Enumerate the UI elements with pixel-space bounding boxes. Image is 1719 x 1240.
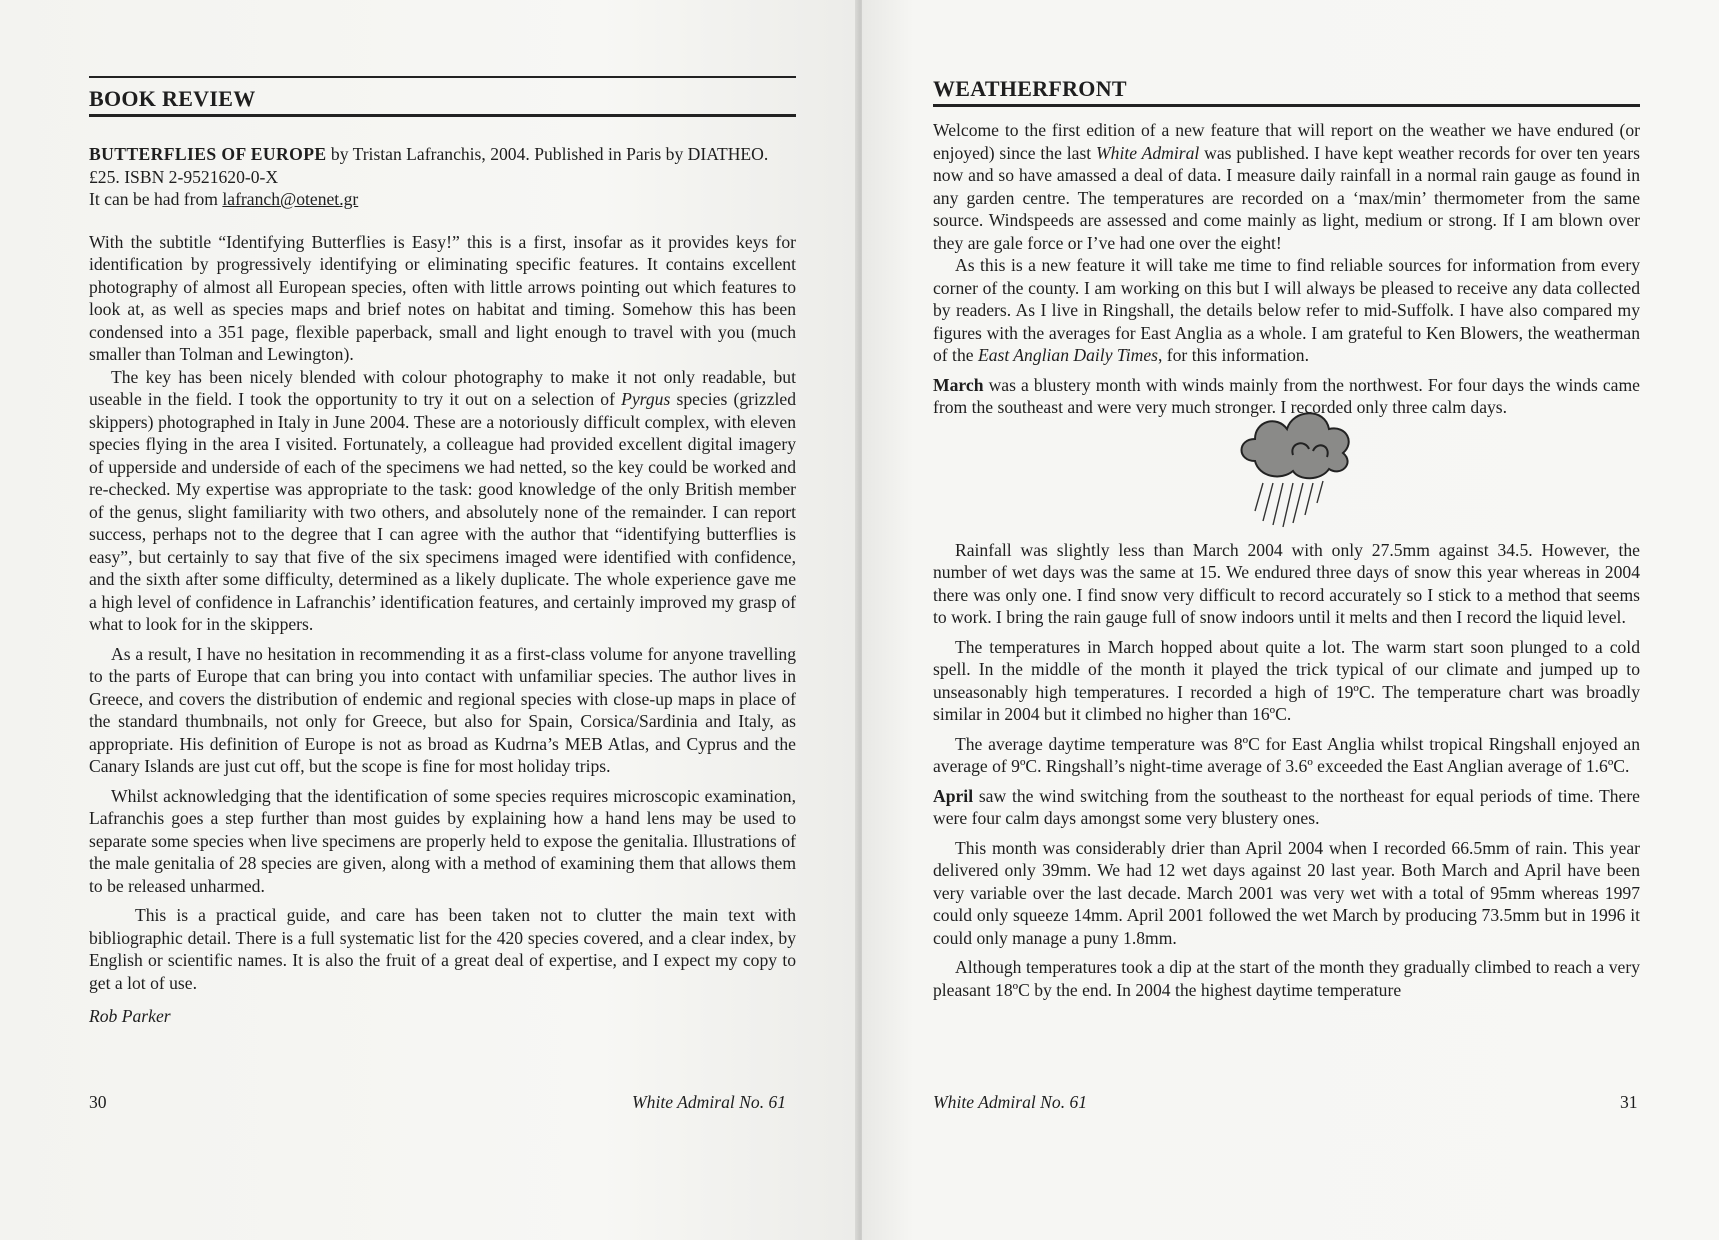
right-page bbox=[862, 0, 1719, 1240]
availability-text: It can be had from bbox=[89, 189, 223, 209]
book-review-column bbox=[89, 76, 796, 1027]
book-details: by Tristan Lafranchis, 2004. Published in Paris by DIATHEO. £25. ISBN 2-9521620-0-X bbox=[89, 144, 769, 187]
section-title-book-review: BOOK REVIEW bbox=[89, 78, 796, 117]
page-number-right: 31 bbox=[1620, 1092, 1638, 1112]
average-temperature-paragraph: The average daytime temperature was 8ºC for East Anglia whilst tropical Ringshall enjoyed an average of 9ºC. Ringshall’s night-time average of 3.6º exceeded the East Anglian average of 1.6ºC. bbox=[933, 733, 1640, 776]
rain-cloud-icon bbox=[1233, 403, 1358, 533]
email-link[interactable]: lafranch@otenet.gr bbox=[222, 189, 359, 209]
book-title: BUTTERFLIES OF EUROPE bbox=[89, 144, 327, 164]
review-paragraph-3: As a result, I have no hesitation in recommending it as a first-class volume for anyone travelling to the parts of Europe that can bring you into contact with unfamiliar species. The author lives in Greece, and covers the distribution of endemic and regional species with close-up maps in place of the standard thumbnails, not only for Greece, but also for Spain, Corsica/Sardinia and Italy, as appropriate. His definition of Europe is not as broad as Kudrna’s MEB Atlas, and Cyprus and the Canary Islands are just cut off, but the scope is fine for most holiday trips. bbox=[89, 643, 796, 776]
book-citation bbox=[89, 143, 796, 211]
weather-intro: Welcome to the first edition of a new feature that will report on the weather we have endured (or enjoyed) since the last White Admiral was published. I have kept weather records for over ten years now and so have amassed a deal of data. I measure daily rainfall in a normal rain gauge as found in any garden centre. The temperatures are recorded on a ‘max/min’ thermometer from the same source. Windspeeds are assessed and come mainly as light, medium or strong. If I am blown over they are gale force or I’ve had one over the eight! bbox=[933, 120, 1640, 253]
april-temperature-paragraph: Although temperatures took a dip at the start of the month they gradually climbed to reach a very pleasant 18ºC by the end. In 2004 the highest daytime temperature bbox=[933, 957, 1640, 1000]
review-paragraph-5: This is a practical guide, and care has been taken not to clutter the main text with bibliographic detail. There is a full systematic list for the 420 species covered, and a clear index, by English or scientific names. It is also the fruit of a great deal of expertise, and I expect my copy to get a lot of use. bbox=[89, 905, 796, 993]
white-admiral-title: White Admiral bbox=[1096, 142, 1200, 163]
april-label: April bbox=[933, 785, 974, 806]
section-title-weatherfront: WEATHERFRONT bbox=[933, 76, 1640, 107]
april-paragraph: April saw the wind switching from the southeast to the northeast for equal periods of time. There were four calm days amongst some very blustery ones. bbox=[933, 785, 1640, 828]
weather-paragraph-2: As this is a new feature it will take me time to find reliable sources for information from every corner of the county. I am working on this but I will always be pleased to receive any data collected by readers. As I live in Ringshall, the details below refer to mid-Suffolk. I have also compared my figures with the averages for East Anglia as a whole. I am grateful to Ken Blowers, the weatherman of the East Anglian Daily Times, for this information. bbox=[933, 255, 1640, 365]
cloud-illustration bbox=[933, 419, 1640, 539]
pyrgus-genus: Pyrgus bbox=[621, 389, 671, 409]
march-paragraph: March was a blustery month with winds mainly from the northwest. For four days the winds came from the southeast and were very much stronger. I recorded only three calm days. bbox=[933, 374, 1640, 417]
march-label: March bbox=[933, 374, 984, 395]
temperature-paragraph: The temperatures in March hopped about quite a lot. The warm start soon plunged to a cold spell. In the middle of the month it played the trick typical of our climate and jumped up to unseasonably high temperatures. I recorded a high of 19ºC. The temperature chart was broadly similar in 2004 but it climbed no higher than 16ºC. bbox=[933, 636, 1640, 724]
weatherfront-column bbox=[933, 76, 1640, 1001]
page-number-left: 30 bbox=[89, 1092, 107, 1112]
magazine-footer-right: White Admiral No. 61 bbox=[933, 1092, 1088, 1112]
april-rainfall-paragraph: This month was considerably drier than April 2004 when I recorded 66.5mm of rain. This year delivered only 39mm. We had 12 wet days against 20 last year. Both March and April have been very variable over the last decade. March 2001 was very wet with a total of 95mm whereas 1997 could only squeeze 14mm. April 2001 followed the wet March by producing 73.5mm but in 1996 it could only manage a puny 1.8mm. bbox=[933, 837, 1640, 948]
review-paragraph-1: With the subtitle “Identifying Butterflies is Easy!” this is a first, insofar as it provides keys for identification by progressively identifying or eliminating specific features. It contains excellent photography of almost all European species, often with little arrows pointing out which features to look at, as well as species maps and brief notes on habitat and timing. Somehow this has been condensed into a 351 page, flexible paperback, small and light enough to travel with you (much smaller than Tolman and Lewington). bbox=[89, 231, 796, 364]
left-page bbox=[0, 0, 858, 1240]
review-author: Rob Parker bbox=[89, 1006, 171, 1026]
review-paragraph-2: The key has been nicely blended with colour photography to make it not only readable, but useable in the field. I took the opportunity to try it out on a selection of Pyrgus species (grizzled skippers) photographed in Italy in June 2004. These are a notoriously difficult complex, with eleven species flying in the area I visited. Fortunately, a colleague had provided excellent digital imagery of upperside and underside of each of the specimens we had netted, so the key could be worked and re-checked. My expertise was appropriate to the task: good knowledge of the only British member of the genus, slight familiarity with two others, and absolutely none of the remainder. I can report success, perhaps not to the degree that I can agree with the author that “identifying butterflies is easy”, but certainly to say that five of the six specimens imaged were identified with confidence, and the sixth after some difficulty, determined as a likely duplicate. The whole experience gave me a high level of confidence in Lafranchis’ identification features, and certainly improved my grasp of what to look for in the skippers. bbox=[89, 366, 796, 634]
newspaper-title: East Anglian Daily Times bbox=[977, 345, 1158, 365]
rainfall-paragraph: Rainfall was slightly less than March 2004 with only 27.5mm against 34.5. However, the number of wet days was the same at 15. We endured three days of snow this year whereas in 2004 there was only one. I find snow very difficult to record accurately so I stick to a method that seems to work. I bring the rain gauge full of snow indoors until it melts and then I record the liquid level. bbox=[933, 539, 1640, 627]
review-paragraph-4: Whilst acknowledging that the identification of some species requires microscopic examination, Lafranchis goes a step further than most guides by explaining how a hand lens may be used to separate some species when live specimens are properly held to expose the genitalia. Illustrations of the male genitalia of 28 species are given, along with a method of examining them that allows them to be released unharmed. bbox=[89, 785, 796, 896]
magazine-footer-left: White Admiral No. 61 bbox=[632, 1092, 787, 1112]
